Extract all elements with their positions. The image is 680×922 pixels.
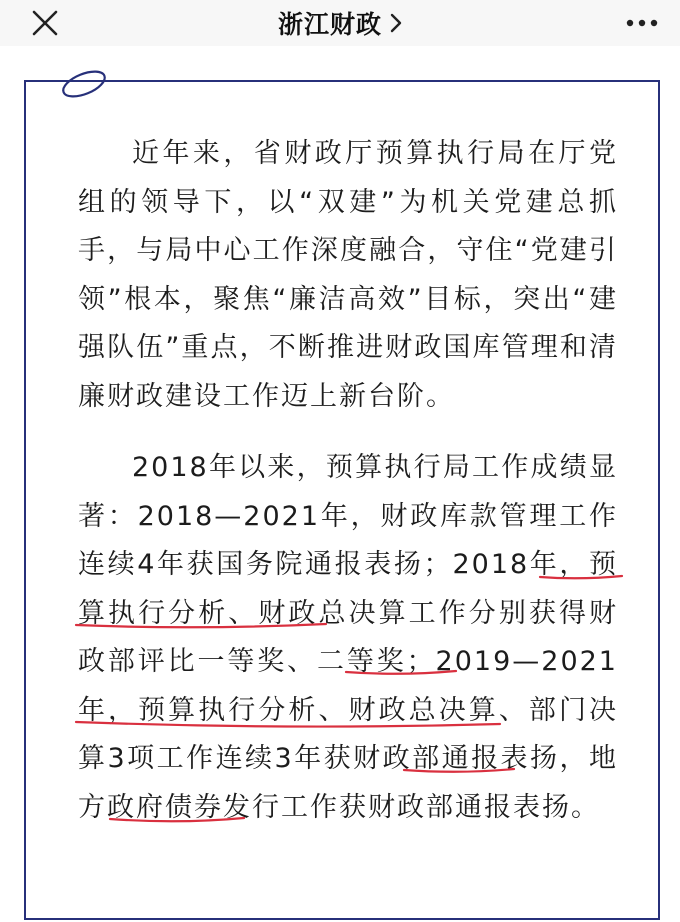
close-button[interactable]: [30, 8, 60, 38]
article-paragraph: 2018年以来，预算执行局工作成绩显著：2018—2021年，财政库款管理工作连续4年获国务院通报表扬；2018年，预算执行分析、财政总决算工作分别获得财政部评比一等奖、二等奖；2019—2021年，预算执行分析、财政总决算、部门决算3项工作连续3年获财政部通报表扬，地方政府债券发行工作获财政部通报表扬。: [78, 452, 618, 823]
decorative-oval-icon: [58, 64, 110, 104]
more-icon: [622, 12, 662, 34]
article-paragraph: 近年来，省财政厅预算执行局在厅党组的领导下，以“双建”为机关党建总抓手，与局中心工作深度融合，守住“党建引领”根本，聚焦“廉洁高效”目标，突出“建强队伍”重点，不断推进财政国库管理和清廉财政建设工作迈上新台阶。: [78, 138, 618, 412]
close-icon: [30, 8, 60, 38]
account-title-link[interactable]: [200, 5, 480, 41]
top-bar: [0, 0, 680, 46]
page-title: 浙江财政: [277, 10, 382, 39]
more-button[interactable]: [622, 12, 662, 34]
chevron-right-icon: [390, 13, 402, 33]
